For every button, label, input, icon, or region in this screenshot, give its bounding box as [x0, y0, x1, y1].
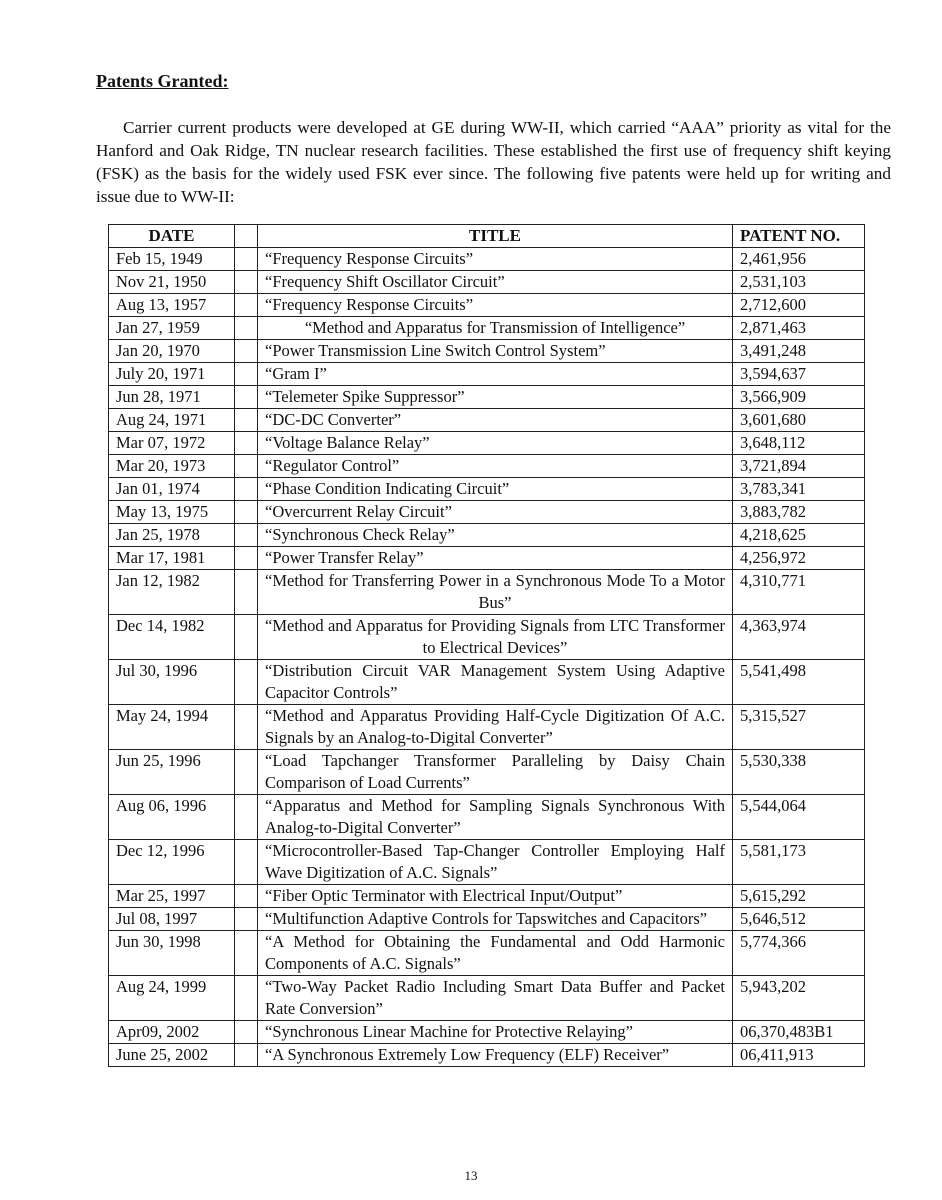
gap-cell — [235, 340, 258, 363]
patent-number: 4,256,972 — [733, 547, 865, 570]
table-row — [109, 908, 865, 931]
gap-cell — [235, 501, 258, 524]
page-heading: Patents Granted: — [96, 71, 229, 91]
patent-date: Jan 27, 1959 — [109, 317, 235, 340]
patent-title: “Method and Apparatus for Transmission of Intelligence” — [258, 317, 733, 340]
table-row — [109, 931, 865, 976]
patent-date: Aug 06, 1996 — [109, 795, 235, 840]
gap-cell — [235, 885, 258, 908]
patent-title: “Method for Transferring Power in a Synchronous Mode To a Motor Bus” — [258, 570, 733, 615]
patent-number: 2,712,600 — [733, 294, 865, 317]
gap-cell — [235, 615, 258, 660]
patent-number: 5,646,512 — [733, 908, 865, 931]
patent-rows — [109, 248, 865, 1067]
patent-date: Apr09, 2002 — [109, 1021, 235, 1044]
gap-cell — [235, 409, 258, 432]
patent-number: 5,544,064 — [733, 795, 865, 840]
patent-number: 3,883,782 — [733, 501, 865, 524]
patent-date: Dec 14, 1982 — [109, 615, 235, 660]
patent-number: 4,363,974 — [733, 615, 865, 660]
patent-title: “A Synchronous Extremely Low Frequency (ELF) Receiver” — [258, 1044, 733, 1067]
intro-paragraph: Carrier current products were developed at GE during WW-II, which carried “AAA” priority as vital for the Hanford and Oak Ridge, TN nuclear research facilities. These established the first use of frequency shift keying (FSK) as the basis for the widely used FSK ever since. The following five patents were held up for writing and issue due to WW-II: — [96, 118, 891, 206]
gap-cell — [235, 750, 258, 795]
patent-title: “Fiber Optic Terminator with Electrical Input/Output” — [258, 885, 733, 908]
patent-title: “Distribution Circuit VAR Management System Using Adaptive Capacitor Controls” — [258, 660, 733, 705]
table-row — [109, 248, 865, 271]
date-column-header: DATE — [109, 225, 235, 248]
table-row — [109, 432, 865, 455]
patent-date: June 25, 2002 — [109, 1044, 235, 1067]
gap-cell — [235, 432, 258, 455]
patent-title: “Synchronous Linear Machine for Protective Relaying” — [258, 1021, 733, 1044]
gap-cell — [235, 931, 258, 976]
gap-cell — [235, 908, 258, 931]
patent-date: Mar 20, 1973 — [109, 455, 235, 478]
gap-cell — [235, 570, 258, 615]
patent-title: “Multifunction Adaptive Controls for Tapswitches and Capacitors” — [258, 908, 733, 931]
table-row — [109, 524, 865, 547]
gap-cell — [235, 705, 258, 750]
patent-date: Feb 15, 1949 — [109, 248, 235, 271]
patent-title: “Frequency Response Circuits” — [258, 294, 733, 317]
gap-cell — [235, 840, 258, 885]
table-row — [109, 795, 865, 840]
patent-date: Jun 30, 1998 — [109, 931, 235, 976]
table-row — [109, 705, 865, 750]
patent-title: “Power Transfer Relay” — [258, 547, 733, 570]
table-row — [109, 317, 865, 340]
patent-date: Jul 30, 1996 — [109, 660, 235, 705]
patent-number: 3,491,248 — [733, 340, 865, 363]
table-row — [109, 409, 865, 432]
gap-column-header — [235, 225, 258, 248]
patent-date: Jun 28, 1971 — [109, 386, 235, 409]
patent-date: Jan 25, 1978 — [109, 524, 235, 547]
patent-number: 2,461,956 — [733, 248, 865, 271]
patent-number: 4,310,771 — [733, 570, 865, 615]
patent-number: 5,315,527 — [733, 705, 865, 750]
patent-number: 5,943,202 — [733, 976, 865, 1021]
gap-cell — [235, 478, 258, 501]
table-row — [109, 1021, 865, 1044]
patent-number: 5,581,173 — [733, 840, 865, 885]
patent-title: “Telemeter Spike Suppressor” — [258, 386, 733, 409]
table-row — [109, 547, 865, 570]
patent-date: Jul 08, 1997 — [109, 908, 235, 931]
patent-title: “Load Tapchanger Transformer Paralleling by Daisy Chain Comparison of Load Currents” — [258, 750, 733, 795]
patent-date: Aug 24, 1999 — [109, 976, 235, 1021]
patent-number: 3,721,894 — [733, 455, 865, 478]
table-row — [109, 885, 865, 908]
patent-number: 5,774,366 — [733, 931, 865, 976]
table-row — [109, 615, 865, 660]
patent-number: 06,370,483B1 — [733, 1021, 865, 1044]
table-row — [109, 478, 865, 501]
table-row — [109, 271, 865, 294]
patent-title: “Frequency Shift Oscillator Circuit” — [258, 271, 733, 294]
gap-cell — [235, 660, 258, 705]
patent-title: “Power Transmission Line Switch Control System” — [258, 340, 733, 363]
patent-date: Jan 01, 1974 — [109, 478, 235, 501]
patent-number: 3,566,909 — [733, 386, 865, 409]
gap-cell — [235, 976, 258, 1021]
patent-date: Jan 20, 1970 — [109, 340, 235, 363]
patent-number: 2,531,103 — [733, 271, 865, 294]
gap-cell — [235, 294, 258, 317]
table-row — [109, 340, 865, 363]
patents-table — [108, 224, 865, 1067]
table-row — [109, 840, 865, 885]
gap-cell — [235, 455, 258, 478]
gap-cell — [235, 547, 258, 570]
table-row — [109, 294, 865, 317]
gap-cell — [235, 1044, 258, 1067]
patent-title: “Method and Apparatus for Providing Signals from LTC Transformer to Electrical Devices” — [258, 615, 733, 660]
patent-number: 3,601,680 — [733, 409, 865, 432]
patent-number: 3,783,341 — [733, 478, 865, 501]
patent-date: May 24, 1994 — [109, 705, 235, 750]
patent-number: 3,594,637 — [733, 363, 865, 386]
patent-date: Jan 12, 1982 — [109, 570, 235, 615]
patent-number: 5,541,498 — [733, 660, 865, 705]
gap-cell — [235, 363, 258, 386]
table-row — [109, 660, 865, 705]
patent-date: Dec 12, 1996 — [109, 840, 235, 885]
patent-date: May 13, 1975 — [109, 501, 235, 524]
gap-cell — [235, 248, 258, 271]
patent-title: “Regulator Control” — [258, 455, 733, 478]
table-row — [109, 363, 865, 386]
patent-date: Mar 17, 1981 — [109, 547, 235, 570]
patent-title: “Gram I” — [258, 363, 733, 386]
patent-number: 3,648,112 — [733, 432, 865, 455]
patent-title: “Voltage Balance Relay” — [258, 432, 733, 455]
patent-date: Mar 25, 1997 — [109, 885, 235, 908]
page-number: 13 — [464, 1168, 478, 1183]
patent-title: “Microcontroller-Based Tap-Changer Controller Employing Half Wave Digitization of A.C. Signals” — [258, 840, 733, 885]
patent-date: Nov 21, 1950 — [109, 271, 235, 294]
table-row — [109, 750, 865, 795]
patent-title: “Method and Apparatus Providing Half-Cycle Digitization Of A.C. Signals by an Analog-to-Digital Converter” — [258, 705, 733, 750]
patent-title: “Frequency Response Circuits” — [258, 248, 733, 271]
patent-title: “Phase Condition Indicating Circuit” — [258, 478, 733, 501]
title-column-header: TITLE — [258, 225, 733, 248]
gap-cell — [235, 524, 258, 547]
patent-title: “Synchronous Check Relay” — [258, 524, 733, 547]
patent-title: “Apparatus and Method for Sampling Signals Synchronous With Analog-to-Digital Converter” — [258, 795, 733, 840]
patent-no-column-header: PATENT NO. — [733, 225, 865, 248]
table-row — [109, 1044, 865, 1067]
table-row — [109, 570, 865, 615]
patent-title: “A Method for Obtaining the Fundamental and Odd Harmonic Components of A.C. Signals” — [258, 931, 733, 976]
patent-title: “Overcurrent Relay Circuit” — [258, 501, 733, 524]
gap-cell — [235, 386, 258, 409]
table-row — [109, 501, 865, 524]
gap-cell — [235, 271, 258, 294]
gap-cell — [235, 1021, 258, 1044]
table-row — [109, 455, 865, 478]
patent-title: “DC-DC Converter” — [258, 409, 733, 432]
patent-title: “Two-Way Packet Radio Including Smart Data Buffer and Packet Rate Conversion” — [258, 976, 733, 1021]
patent-date: July 20, 1971 — [109, 363, 235, 386]
patent-number: 4,218,625 — [733, 524, 865, 547]
gap-cell — [235, 795, 258, 840]
patent-date: Aug 24, 1971 — [109, 409, 235, 432]
table-row — [109, 976, 865, 1021]
table-header-row — [109, 225, 865, 248]
patent-number: 2,871,463 — [733, 317, 865, 340]
patent-number: 06,411,913 — [733, 1044, 865, 1067]
gap-cell — [235, 317, 258, 340]
patent-date: Mar 07, 1972 — [109, 432, 235, 455]
patent-number: 5,530,338 — [733, 750, 865, 795]
patent-date: Aug 13, 1957 — [109, 294, 235, 317]
patent-date: Jun 25, 1996 — [109, 750, 235, 795]
patent-number: 5,615,292 — [733, 885, 865, 908]
table-row — [109, 386, 865, 409]
